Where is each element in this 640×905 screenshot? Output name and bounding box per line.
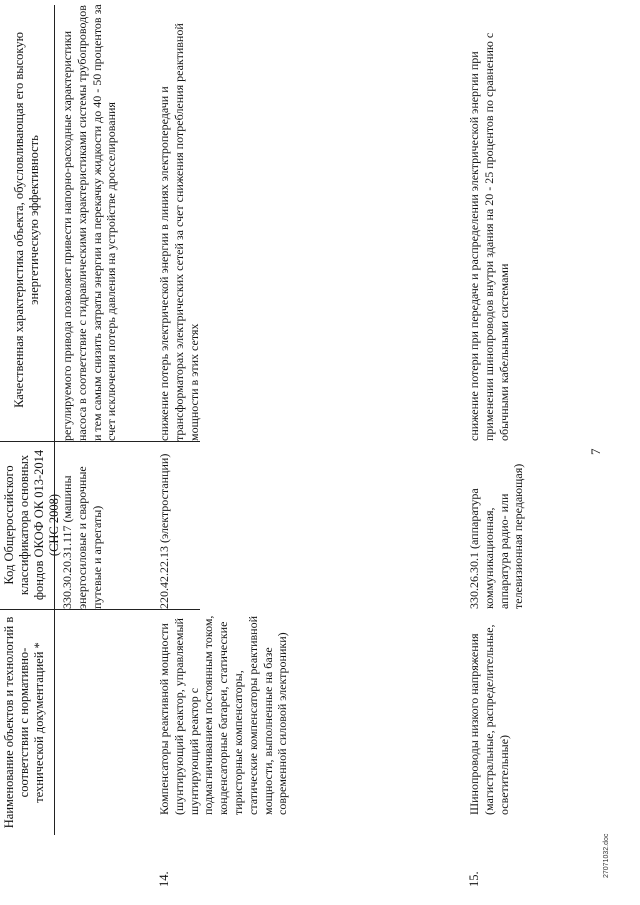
column-separator-2 [0, 441, 200, 442]
row-continuation-quality: регулируемого привода позволяет привести напорно-расходные характеристики насоса в соответствие с гидравлическими характеристиками системы трубопроводов и тем самым снизить затраты энергии на перекачку жидкости до 40 - 50 процентов за счет исключения потерь давления на устройстве дросселирования [60, 4, 119, 441]
row-14-name: Компенсаторы реактивной мощности (шунтирующий реактор, управляемый шунтирующий реактор с подмагничиванием постоянным током, конденсаторные батареи, статические тиристорные компенсаторы, статические компенсаторы реактивной мощности, выполненные на базе современной силовой электроники) [157, 615, 290, 815]
header-name-column: Наименование объектов и технологий в соответствии с нормативно-технической документацией * [2, 616, 46, 829]
row-continuation-code: 330.30.20.31.117 (машины энергосиловые и сварочные путевые и агрегаты) [60, 466, 104, 609]
page-number: 7 [588, 448, 603, 455]
row-15-quality: снижение потери при передаче и распределении электрической энергии при применении шинопроводов внутри здания на 20 - 25 процентов по сравнению с обычными кабельными системами [467, 32, 511, 441]
footer-filename: 27071032.doc [603, 833, 610, 878]
column-separator-1 [0, 609, 200, 610]
header-quality-column: Качественная характеристика объекта, обусловливающая его высокую энергетическую эффективность [12, 32, 41, 408]
row-14-number: 14. [157, 871, 171, 887]
row-14-code: 220.42.22.13 (электростанции) [157, 453, 171, 609]
header-code-column: Код Общероссийского классификатора основных фондов ОКОФ ОК 013-2014 (СНС 2008) [2, 449, 61, 601]
header-divider [54, 5, 55, 835]
row-15-name: Шинопроводы низкого напряжения (магистральные, распределительные, осветительные) [467, 624, 511, 815]
row-15-code: 330.26.30.1 (аппаратура коммуникационная, аппаратура радио- или телевизионная передающая) [467, 463, 526, 609]
row-14-quality: снижение потерь электрической энергии в линиях электропередачи и трансформаторах электрических сетей за счет снижения потребления реактивной мощности в этих сетях [157, 23, 201, 441]
row-15-number: 15. [467, 871, 481, 887]
